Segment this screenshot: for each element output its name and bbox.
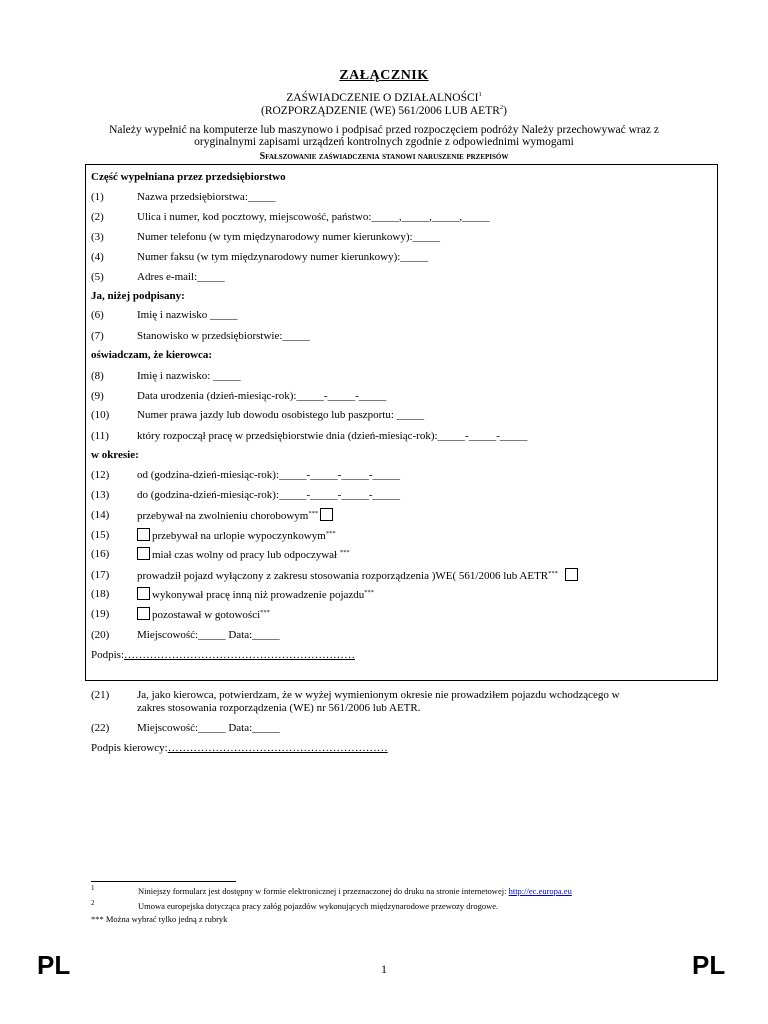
item-number: (19) (91, 608, 110, 620)
item-number: (5) (91, 271, 104, 283)
item-number: (3) (91, 231, 104, 243)
footnote-ref-3: *** (325, 530, 336, 537)
vacation-checkbox[interactable] (137, 528, 150, 541)
footnote-number: 2 (91, 899, 95, 907)
rest-checkbox[interactable] (137, 547, 150, 560)
document-title: ZAŁĄCZNIK (339, 68, 429, 83)
signature-label: Podpis kierowcy: (91, 742, 168, 754)
other-work-checkbox[interactable] (137, 587, 150, 600)
regulation-subtitle (0, 105, 768, 117)
item-number: (20) (91, 629, 110, 641)
item-label: Miejscowość:_____ Data:_____ (137, 722, 280, 734)
section-company-heading: Część wypełniana przez przedsiębiorstwo (91, 171, 286, 183)
item-number: (10) (91, 409, 110, 421)
item-label: pozostawał w gotowości (152, 609, 261, 621)
europa-link[interactable]: http://ec.europa.eu (508, 886, 572, 896)
item-label: Adres e-mail:_____ (137, 271, 225, 283)
regulation-subtitle-end: ) (503, 105, 507, 117)
item-number: (14) (91, 509, 110, 521)
item-number: (11) (91, 430, 109, 442)
item-number: (13) (91, 489, 110, 501)
item-number: (15) (91, 529, 110, 541)
instructions-text: Należy wypełnić na komputerze lub maszynowo i podpisać przed rozpoczęciem podróży Należy przechowywać wraz z oryginalnymi zapisami urządzeń kontrolnych zgodnie z odpowiednimi wymogami (109, 124, 659, 148)
item-number: (21) (91, 689, 110, 701)
item-number: (7) (91, 330, 104, 342)
item-label: Numer faksu (w tym międzynarodowy numer kierunkowy):_____ (137, 251, 428, 263)
footnote-ref-3: *** (364, 589, 375, 596)
item-number: (8) (91, 370, 104, 382)
footnote-ref-3: *** (339, 549, 350, 556)
certificate-title (0, 92, 768, 104)
item-label: przebywał na zwolnieniu chorobowym (137, 510, 309, 522)
item-label: Data urodzenia (dzień-miesiąc-rok):_____-_____-_____ (137, 390, 387, 402)
excluded-vehicle-checkbox[interactable] (565, 568, 578, 581)
language-code-left: PL (37, 950, 71, 980)
standby-checkbox[interactable] (137, 607, 150, 620)
item-number: (4) (91, 251, 104, 263)
item-number: (17) (91, 569, 110, 581)
confirmation-line-2: zakres stosowania rozporządzenia (WE) nr 561/2006 lub AETR. (137, 702, 421, 714)
language-code-right: PL (692, 950, 726, 980)
item-label: który rozpoczął pracę w przedsiębiorstwie dnia (dzień-miesiąc-rok):_____-_____-_____ (137, 430, 528, 442)
sick-leave-checkbox[interactable] (320, 508, 333, 521)
item-label: Stanowisko w przedsiębiorstwie:_____ (137, 330, 310, 342)
item-number: (6) (91, 309, 104, 321)
footnote-text: Umowa europejska dotycząca pracy załóg pojazdów wykonujących międzynarodowe przewozy drogowe. (138, 901, 499, 911)
item-number: (2) (91, 211, 104, 223)
footnote-3: *** Można wybrać tylko jedną z rubryk (91, 914, 228, 924)
item-label: Ulica i numer, kod pocztowy, miejscowość, państwo:_____,_____,_____,_____ (137, 211, 490, 223)
item-number: (9) (91, 390, 104, 402)
footnote-separator (91, 881, 236, 882)
item-label: Nazwa przedsiębiorstwa:_____ (137, 191, 276, 203)
footnote-ref-3: *** (308, 510, 319, 517)
signature-label: Podpis: (91, 649, 125, 661)
item-label: przebywał na urlopie wypoczynkowym (152, 530, 326, 542)
footnote-ref-1: 1 (478, 91, 482, 98)
footnote-ref-2: 2 (499, 104, 504, 111)
item-label: Imię i nazwisko: _____ (137, 370, 241, 382)
footnote-text: Niniejszy formularz jest dostępny w formie elektronicznej i przeznaczonej do druku na stronie internetowej: (138, 886, 509, 896)
footnote-ref-3: *** (260, 609, 270, 616)
item-number: (1) (91, 191, 104, 203)
signature-line: ……………………………………………………… (124, 649, 356, 661)
item-label: prowadził pojazd wyłączony z zakresu stosowania rozporządzenia )WE( 561/2006 lub AETR (137, 570, 549, 582)
item-number: (12) (91, 469, 110, 481)
footnote-ref-3: *** (548, 570, 558, 577)
section-okres-heading: w okresie: (91, 449, 139, 461)
signature-line: …………………………………………………… (167, 742, 388, 754)
regulation-subtitle-text: (ROZPORZĄDZENIE (WE) 561/2006 LUB AETR (260, 105, 500, 117)
item-label: Numer telefonu (w tym międzynarodowy numer kierunkowy):_____ (137, 231, 441, 243)
item-number: (22) (91, 722, 110, 734)
item-label: Miejscowość:_____ Data:_____ (137, 629, 280, 641)
page-number: 1 (381, 962, 387, 976)
item-label: od (godzina-dzień-miesiąc-rok):_____-_____-_____-_____ (137, 469, 401, 481)
driver-signature[interactable] (91, 741, 388, 755)
item-label: Imię i nazwisko _____ (137, 309, 238, 321)
item-label: miał czas wolny od pracy lub odpoczywał (152, 549, 340, 561)
company-signature[interactable] (91, 648, 355, 662)
item-number: (16) (91, 548, 110, 560)
section-oswiadczam-heading: oświadczam, że kierowca: (91, 349, 213, 361)
section-ja-heading: Ja, niżej podpisany: (91, 290, 185, 302)
item-label: Numer prawa jazdy lub dowodu osobistego lub paszportu: _____ (137, 409, 425, 421)
item-number: (18) (91, 588, 110, 600)
falsification-warning: Sfałszowanie zaświadczenia stanowi naruszenie przepisów (259, 151, 509, 162)
certificate-title-text: ZAŚWIADCZENIE O DZIAŁALNOŚCI (286, 92, 479, 104)
confirmation-line-1: Ja, jako kierowca, potwierdzam, że w wyżej wymienionym okresie nie prowadziłem pojazdu wchodzącego w (137, 689, 620, 701)
item-label: do (godzina-dzień-miesiąc-rok):_____-_____-_____-_____ (137, 489, 401, 501)
footnote-number: 1 (91, 884, 95, 892)
item-label: wykonywał pracę inną niż prowadzenie pojazdu (152, 589, 365, 601)
